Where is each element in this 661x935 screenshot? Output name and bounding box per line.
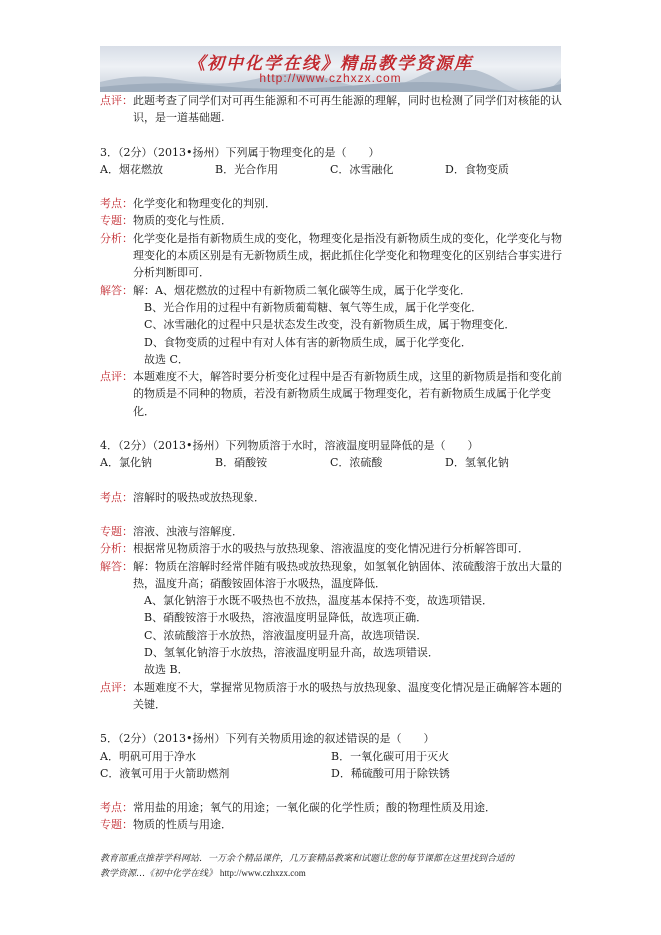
document-body xyxy=(100,92,562,834)
question-stem: 5．（2分）（2013•扬州）下列有关物质用途的叙述错误的是（ ） xyxy=(100,732,435,746)
kaodian-text: 常用盐的用途；氧气的用途；一氧化碳的化学性质；酸的物理性质及用途． xyxy=(133,801,496,815)
intro-review xyxy=(100,92,562,127)
banner-url[interactable]: http://www.czhxzx.com xyxy=(259,71,402,85)
zhuanti-label: 专题： xyxy=(100,818,133,832)
jieda-line: D、食物变质的过程中有对人体有害的新物质生成，属于化学变化． xyxy=(144,335,472,349)
kaodian-label: 考点： xyxy=(100,197,133,211)
question-3 xyxy=(100,144,562,420)
fenxi-text: 化学变化是指有新物质生成的变化，物理变化是指没有新物质生成的变化，化学变化与物理变化的本质区别是有无新物质生成，据此抓住化学变化和物理变化的区别结合事实进行分析判断即可． xyxy=(133,231,562,280)
option-b: B．光合作用 xyxy=(215,162,279,176)
jieda-line: B、光合作用的过程中有新物质葡萄糖、氧气等生成，属于化学变化． xyxy=(144,300,483,314)
option-d: D．氢氧化钠 xyxy=(445,456,509,470)
question-stem: 4．（2分）（2013•扬州）下列物质溶于水时，溶液温度明显降低的是（ ） xyxy=(100,439,479,453)
question-4 xyxy=(100,437,562,713)
kaodian-label: 考点： xyxy=(100,490,133,504)
kaodian-text: 化学变化和物理变化的判别． xyxy=(133,197,276,211)
question-options xyxy=(100,748,562,765)
option-a: A．明矾可用于净水 xyxy=(100,749,196,763)
dianping-text: 本题难度不大，掌握常见物质溶于水的吸热与放热现象、温度变化情况是正确解答本题的关键． xyxy=(133,680,562,711)
fenxi-row xyxy=(100,540,562,557)
zhuanti-text: 物质的变化与性质． xyxy=(133,214,232,228)
zhuanti-text: 物质的性质与用途． xyxy=(133,818,232,832)
fenxi-row xyxy=(100,230,562,282)
jieda-line: 解：物质在溶解时经常伴随有吸热或放热现象，如氢氧化钠固体、浓硫酸溶于放出大量的热，温度升高；硝酸铵固体溶于水吸热，温度降低． xyxy=(133,559,562,590)
question-5 xyxy=(100,730,562,833)
jieda-text xyxy=(133,558,562,679)
footer-line-2 xyxy=(100,866,562,881)
kaodian-label: 考点： xyxy=(100,801,133,815)
kaodian-text: 溶解时的吸热或放热现象． xyxy=(133,490,265,504)
jieda-label: 解答： xyxy=(100,559,133,573)
jieda-row xyxy=(100,558,562,679)
jieda-line: B、硝酸铵溶于水吸热，溶液温度明显降低，故选项正确． xyxy=(144,611,428,625)
footer-line-1: 教育部重点推荐学科网站．一万余个精品课件，几万套精品教案和试题让您的每节课都在这里找到合适的 xyxy=(100,854,515,864)
zhuanti-row xyxy=(100,212,562,229)
question-stem: 3．（2分）（2013•扬州）下列属于物理变化的是（ ） xyxy=(100,145,380,159)
review-label: 点评： xyxy=(100,94,133,107)
option-c: C．浓硫酸 xyxy=(330,456,383,470)
fenxi-label: 分析： xyxy=(100,231,133,245)
option-d: D．食物变质 xyxy=(445,162,509,176)
jieda-answer: 故选 C． xyxy=(144,352,189,366)
option-c: C．冰雪融化 xyxy=(330,162,394,176)
kaodian-row xyxy=(100,799,562,816)
jieda-line: D、氢氧化钠溶于水放热，溶液温度明显升高，故选项错误． xyxy=(144,646,439,660)
jieda-line: A、氯化钠溶于水既不吸热也不放热，温度基本保持不变，故选项错误． xyxy=(144,594,493,608)
jieda-line: 解：A、烟花燃放的过程中有新物质二氧化碳等生成，属于化学变化． xyxy=(133,283,471,297)
option-a: A．氯化钠 xyxy=(100,456,152,470)
kaodian-row xyxy=(100,489,562,506)
option-d: D．稀硫酸可用于除铁锈 xyxy=(331,766,450,780)
zhuanti-row xyxy=(100,816,562,833)
jieda-label: 解答： xyxy=(100,283,133,297)
option-b: B．一氧化碳可用于灭火 xyxy=(331,749,450,763)
header-banner xyxy=(100,46,561,92)
review-text: 此题考查了同学们对可再生能源和不可再生能源的理解，同时也检测了同学们对核能的认识，是一道基础题. xyxy=(133,94,562,125)
jieda-answer: 故选 B． xyxy=(144,663,189,677)
dianping-row xyxy=(100,679,562,714)
dianping-label: 点评： xyxy=(100,680,133,694)
zhuanti-label: 专题： xyxy=(100,524,133,538)
kaodian-row xyxy=(100,195,562,212)
dianping-text: 本题难度不大，解答时要分析变化过程中是否有新物质生成，这里的新物质是指和变化前的物质是不同种的物质，若没有新物质生成属于物理变化，若有新物质生成属于化学变化． xyxy=(133,370,562,418)
fenxi-label: 分析： xyxy=(100,542,133,556)
zhuanti-label: 专题： xyxy=(100,214,133,228)
option-b: B．硝酸铵 xyxy=(215,456,268,470)
footer-link[interactable]: http://www.czhxzx.com xyxy=(219,868,306,878)
option-a: A．烟花燃放 xyxy=(100,162,163,176)
dianping-row xyxy=(100,368,562,420)
option-c: C．液氧可用于火箭助燃剂 xyxy=(100,766,230,780)
question-options xyxy=(100,765,562,782)
fenxi-text: 根据常见物质溶于水的吸热与放热现象、溶液温度的变化情况进行分析解答即可． xyxy=(133,542,529,556)
jieda-line: C、冰雪融化的过程中只是状态发生改变，没有新物质生成，属于物理变化． xyxy=(144,318,516,332)
footer-text: 教学资源…《初中化学在线》 xyxy=(100,869,218,879)
question-options xyxy=(100,161,562,178)
jieda-line: C、浓硫酸溶于水放热，溶液温度明显升高，故选项错误． xyxy=(144,628,428,642)
dianping-label: 点评： xyxy=(100,370,133,384)
question-options xyxy=(100,454,562,471)
page-footer xyxy=(100,852,562,881)
banner-title: 《初中化学在线》精品教学资源库 xyxy=(188,54,473,74)
jieda-row xyxy=(100,282,562,368)
zhuanti-row xyxy=(100,523,562,540)
jieda-text xyxy=(133,282,562,368)
zhuanti-text: 溶液、浊液与溶解度． xyxy=(133,524,243,538)
